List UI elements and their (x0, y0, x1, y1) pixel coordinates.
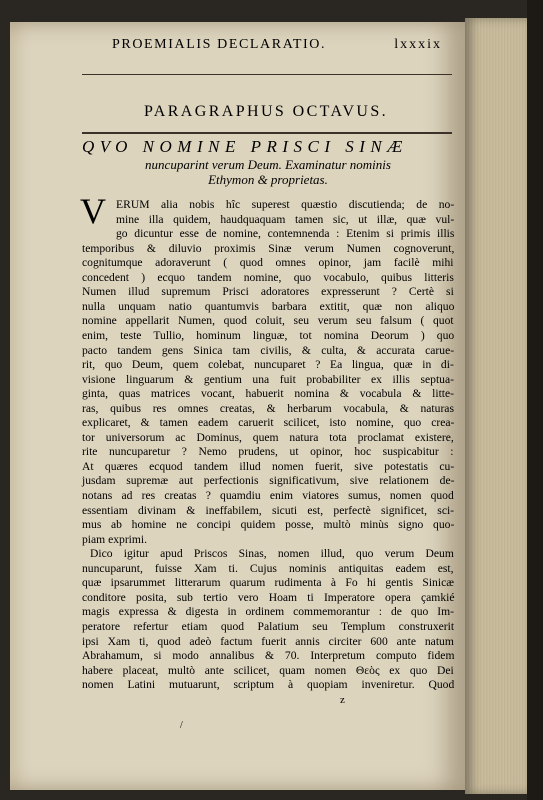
body-line: ERUM alia nobis hîc superest quæstio discutienda; de no- (116, 198, 455, 211)
body-line: conditore posita, sub tertio vero Hoam ti Imperatore opera çamkié (82, 590, 455, 604)
body-line: nulla unquam natio quantumvis barbara extitit, quæ non aliquo (82, 299, 455, 313)
body-line: piam exprimi. (82, 532, 148, 546)
drop-initial: V (80, 191, 106, 231)
stray-mark: / (180, 720, 183, 731)
body-line: rite nuncuparetur ? Nemo prudens, ut opinor, hoc suspicabitur : (82, 445, 454, 459)
body-line: Abrahamum, si modo annalibus & 70. Interpretum computo fidem (82, 649, 455, 663)
subtitle-line: Ethymon & proprietas. (208, 172, 328, 187)
body-line: mus ab homine ne concipi quidem posse, multò minùs signo quo- (82, 518, 455, 532)
body-line: enim, teste Tullio, hominum linguæ, tot nomina Deorum ) quo (82, 328, 455, 342)
body-line: nuncuparunt, fuisse Xam ti. Cujus nominis antiquitas eadem est, (82, 561, 454, 575)
body-line: visione linguarum & gentium una fuit probabiliter ex illis septua- (82, 372, 454, 386)
running-head (112, 37, 442, 53)
body-line: concedent ) ecquo tandem nomine, quo vocabulo, quibus litteris (82, 270, 454, 284)
header-rule (82, 74, 452, 75)
book-fore-edge (465, 18, 527, 794)
body-line: mine illa quidem, haudquaquam tamen sic, ut illæ, quæ vul- (116, 212, 455, 226)
background-edge (527, 0, 543, 800)
signature-mark: z (340, 694, 345, 706)
body-line: rit, quo Deum, quem colebat, nuncuparet ? Ea lingua, quæ in di- (82, 358, 454, 372)
body-line: nomine appellarit Numen, quod coluit, seu verum seu falsum ( quot (82, 314, 454, 328)
body-line: ras, quibus res omnes creatas, & herbarum vocabula, & naturas (82, 401, 454, 415)
body-line: nomen Latini mutuarunt, scriptum à quopiam inveniretur. Quod (82, 678, 455, 692)
body-line: At quæres ecquod tandem illud nomen fuerit, sive potestatis cu- (82, 459, 455, 473)
body-line: essentiam divinam & ineffabilem, sicuti est, perfectè significet, sci- (82, 503, 455, 517)
body-line: ginta, quas matrices vocant, habuerit nomina & vocabula & litte- (82, 387, 455, 401)
body-line: Numen illud supremum Prisci adoratores expresserunt ? Certè si (82, 285, 454, 299)
section-title: PARAGRAPHUS OCTAVUS. (143, 103, 389, 120)
body-line: explicaret, & tamen eadem caruerit scilicet, isto nomine, quo crea- (82, 416, 455, 430)
body-line: tor universorum ac Dominus, quem natura tota proclamat existere, (82, 430, 454, 444)
running-head-title: PROEMIALIS DECLARATIO. (112, 37, 327, 52)
subtitle-line: nuncuparint verum Deum. Examinatur nominis (145, 157, 391, 172)
body-line: ipsi Xam ti, quod adeò factum fuerit annis circiter 600 ante natum (82, 634, 454, 648)
body-line: go dicuntur esse de nomine, contemnenda : Etenim si primis illis (116, 227, 455, 241)
body-line: magis expressa & digesta in ordinem commemorantur : de quo Im- (82, 605, 455, 619)
page-number: lxxxix (394, 37, 442, 52)
body-line: habere placeat, multò ante scilicet, quam nomen Θεὸς ex quo Dei (82, 663, 454, 677)
body-line: Dico igitur apud Priscos Sinas, nomen illud, quo verum Deum (90, 547, 454, 561)
section-rule (82, 132, 452, 134)
body-line: temporibus & diluvio proximis Sinæ verum Numen cognoverunt, (82, 241, 455, 255)
body-line: notans ad res creatas ? quamdiu enim viatores sumus, nomen quod (82, 489, 454, 502)
body-line: peratore refertur etiam quod Palatium seu Templum construxerit (82, 619, 455, 633)
body-line: jusdam supremæ aut perfectionis significativum, sive relationem de- (82, 474, 455, 488)
body-line: cognitumque adoraverunt ( quod omnes opinor, jam facilè mihi (82, 256, 454, 270)
question-title: QVO NOMINE PRISCI SINÆ (82, 137, 408, 156)
body-line: pacto tandem gens Sinica tam civilis, & culta, & accurata carue- (82, 343, 455, 357)
body-line: quæ ipsarummet litterarum quarum rudimenta à Fo hi gentis Sinicæ (82, 576, 454, 590)
